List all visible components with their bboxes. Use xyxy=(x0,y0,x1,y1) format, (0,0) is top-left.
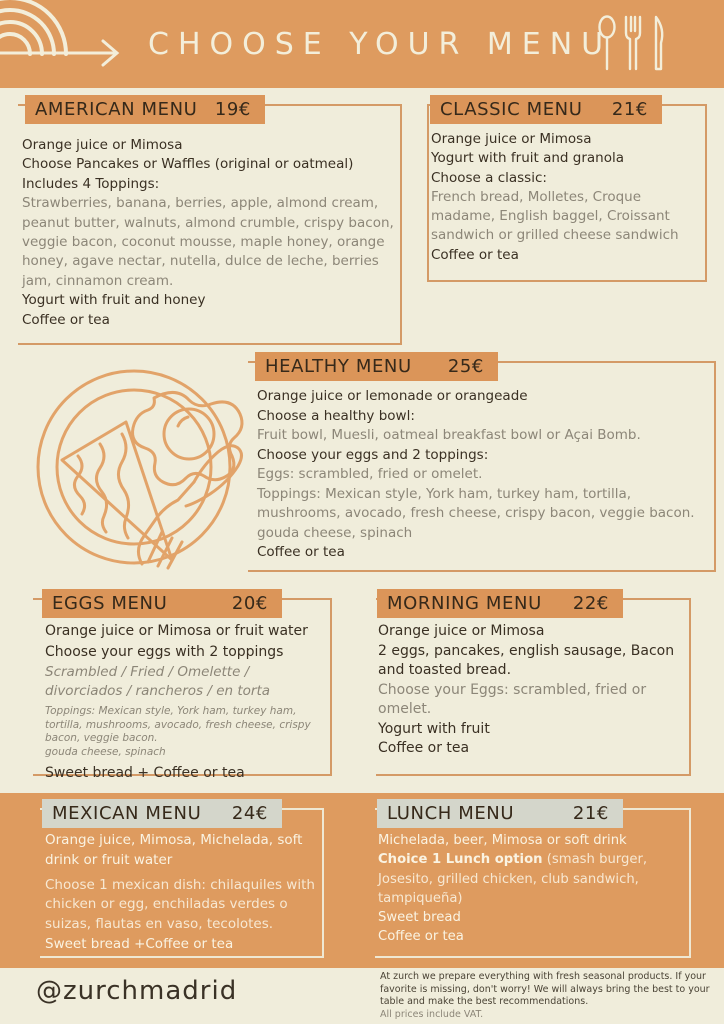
menu-line-rest: (smash burger, Josesito, grilled chicken, club sandwich, tampiqueña) xyxy=(378,852,648,906)
menu-line: gouda cheese, spinach xyxy=(45,745,166,758)
menu-title: EGGS MENU xyxy=(52,593,168,614)
menu-line: Coffee or tea xyxy=(431,246,519,263)
menu-line: Coffee or tea xyxy=(378,740,470,756)
menu-line: Toppings: Mexican style, York ham, turkey ham, tortilla, mushrooms, avocado, fresh cheese, crispy bacon, veggie bacon. xyxy=(45,705,311,744)
menu-card-morning-title xyxy=(377,589,623,618)
menu-line xyxy=(378,850,694,908)
spoon-fork-knife-icon xyxy=(596,13,672,75)
menu-line-bold: Choice 1 Lunch option xyxy=(378,852,543,868)
menu-card-classic-body xyxy=(431,130,705,265)
menu-line: Choose your eggs and 2 toppings: xyxy=(257,446,489,463)
menu-card-healthy-body xyxy=(257,387,717,563)
menu-line: Sweet bread +Coffee or tea xyxy=(45,935,234,952)
header-band xyxy=(0,0,724,88)
menu-line: Choose a classic: xyxy=(431,169,547,186)
instagram-handle: @zurchmadrid xyxy=(36,976,238,1006)
menu-line: Coffee or tea xyxy=(378,929,464,945)
menu-title: AMERICAN MENU xyxy=(35,99,198,120)
menu-line: Strawberries, banana, berries, apple, almond cream, peanut butter, walnuts, almond crumble, crispy bacon, veggie bacon, coconut mousse, maple honey, orange honey, agave nectar, nutella, dulce de leche, berries jam, cinnamon cream. xyxy=(22,195,394,289)
menu-card-healthy-title xyxy=(255,352,498,381)
menu-line: Coffee or tea xyxy=(22,311,110,328)
menu-card-eggs-body xyxy=(45,621,333,784)
menu-price: 22€ xyxy=(572,593,609,614)
menu-card-eggs-title xyxy=(42,589,282,618)
menu-card-morning-body xyxy=(378,622,683,759)
menu-title: LUNCH MENU xyxy=(387,803,515,824)
menu-price: 25€ xyxy=(447,356,484,377)
menu-line: Orange juice or lemonade or orangeade xyxy=(257,388,528,404)
menu-price: 20€ xyxy=(231,593,268,614)
menu-title: MORNING MENU xyxy=(387,593,542,614)
menu-line: Choose 1 mexican dish: chilaquiles with chicken or egg, enchiladas verdes o suizas, flautas en vaso, tecolotes. xyxy=(45,876,315,933)
menu-title: HEALTHY MENU xyxy=(265,356,412,377)
menu-card-lunch-title xyxy=(377,799,623,828)
footer-vat-text: All prices include VAT. xyxy=(380,1008,484,1020)
menu-line: Eggs: scrambled, fried or omelet. xyxy=(257,466,483,482)
menu-price: 19€ xyxy=(214,99,251,120)
page-title: CHOOSE YOUR MENU xyxy=(148,27,613,62)
menu-card-classic-title xyxy=(430,95,662,124)
menu-price: 21€ xyxy=(611,99,648,120)
arches-arrow-logo-icon xyxy=(0,0,132,88)
menu-line: Coffee or tea xyxy=(257,544,345,560)
menu-card-american-body xyxy=(22,136,398,330)
menu-line: Yogurt with fruit and honey xyxy=(22,292,206,309)
menu-title: CLASSIC MENU xyxy=(440,99,583,120)
menu-line: Fruit bowl, Muesli, oatmeal breakfast bowl or Açai Bomb. xyxy=(257,427,641,443)
menu-line: Orange juice or Mimosa xyxy=(378,623,545,639)
menu-line: Scrambled / Fried / Omelette / divorciados / rancheros / en torta xyxy=(45,664,271,699)
menu-line: Choose a healthy bowl: xyxy=(257,407,415,424)
menu-line: Orange juice or Mimosa or fruit water xyxy=(45,623,308,639)
menu-line: 2 eggs, pancakes, english sausage, Bacon and toasted bread. xyxy=(378,642,675,678)
menu-line: Choose your Eggs: scrambled, fried or omelet. xyxy=(378,681,647,717)
menu-title: MEXICAN MENU xyxy=(52,803,202,824)
menu-line: Sweet bread + Coffee or tea xyxy=(45,765,245,781)
menu-line: Toppings: Mexican style, York ham, turkey ham, tortilla, mushrooms, avocado, fresh cheese, crispy bacon, veggie bacon. gouda cheese, spinach xyxy=(257,485,695,541)
menu-card-mexican-body xyxy=(45,831,337,955)
menu-line: French bread, Molletes, Croque madame, English baggel, Croissant sandwich or grilled cheese sandwich xyxy=(431,188,679,244)
menu-line: Orange juice, Mimosa, Michelada, soft drink or fruit water xyxy=(45,832,303,868)
menu-line: Choose your eggs with 2 toppings xyxy=(45,644,284,660)
menu-line: Michelada, beer, Mimosa or soft drink xyxy=(378,833,627,848)
menu-line: Yogurt with fruit xyxy=(378,720,490,737)
menu-price: 21€ xyxy=(572,803,609,824)
menu-line: Orange juice or Mimosa xyxy=(22,137,183,153)
footer-note-text: At zurch we prepare everything with fresh seasonal products. If your favorite is missing, don't worry! We will always bring the best to your table and make the best recommendations. xyxy=(380,971,710,1008)
menu-price: 24€ xyxy=(231,803,268,824)
menu-card-american-title xyxy=(25,95,265,124)
breakfast-plate-illustration xyxy=(26,364,250,574)
menu-card-mexican-title xyxy=(42,799,282,828)
menu-line: Yogurt with fruit and granola xyxy=(431,150,625,167)
menu-line: Orange juice or Mimosa xyxy=(431,131,592,147)
footer-note xyxy=(380,971,712,1021)
menu-line: Choose Pancakes or Waffles (original or oatmeal) xyxy=(22,156,354,173)
menu-line: Includes 4 Toppings: xyxy=(22,175,160,192)
menu-card-lunch-body xyxy=(378,831,694,947)
menu-line: Sweet bread xyxy=(378,910,461,926)
